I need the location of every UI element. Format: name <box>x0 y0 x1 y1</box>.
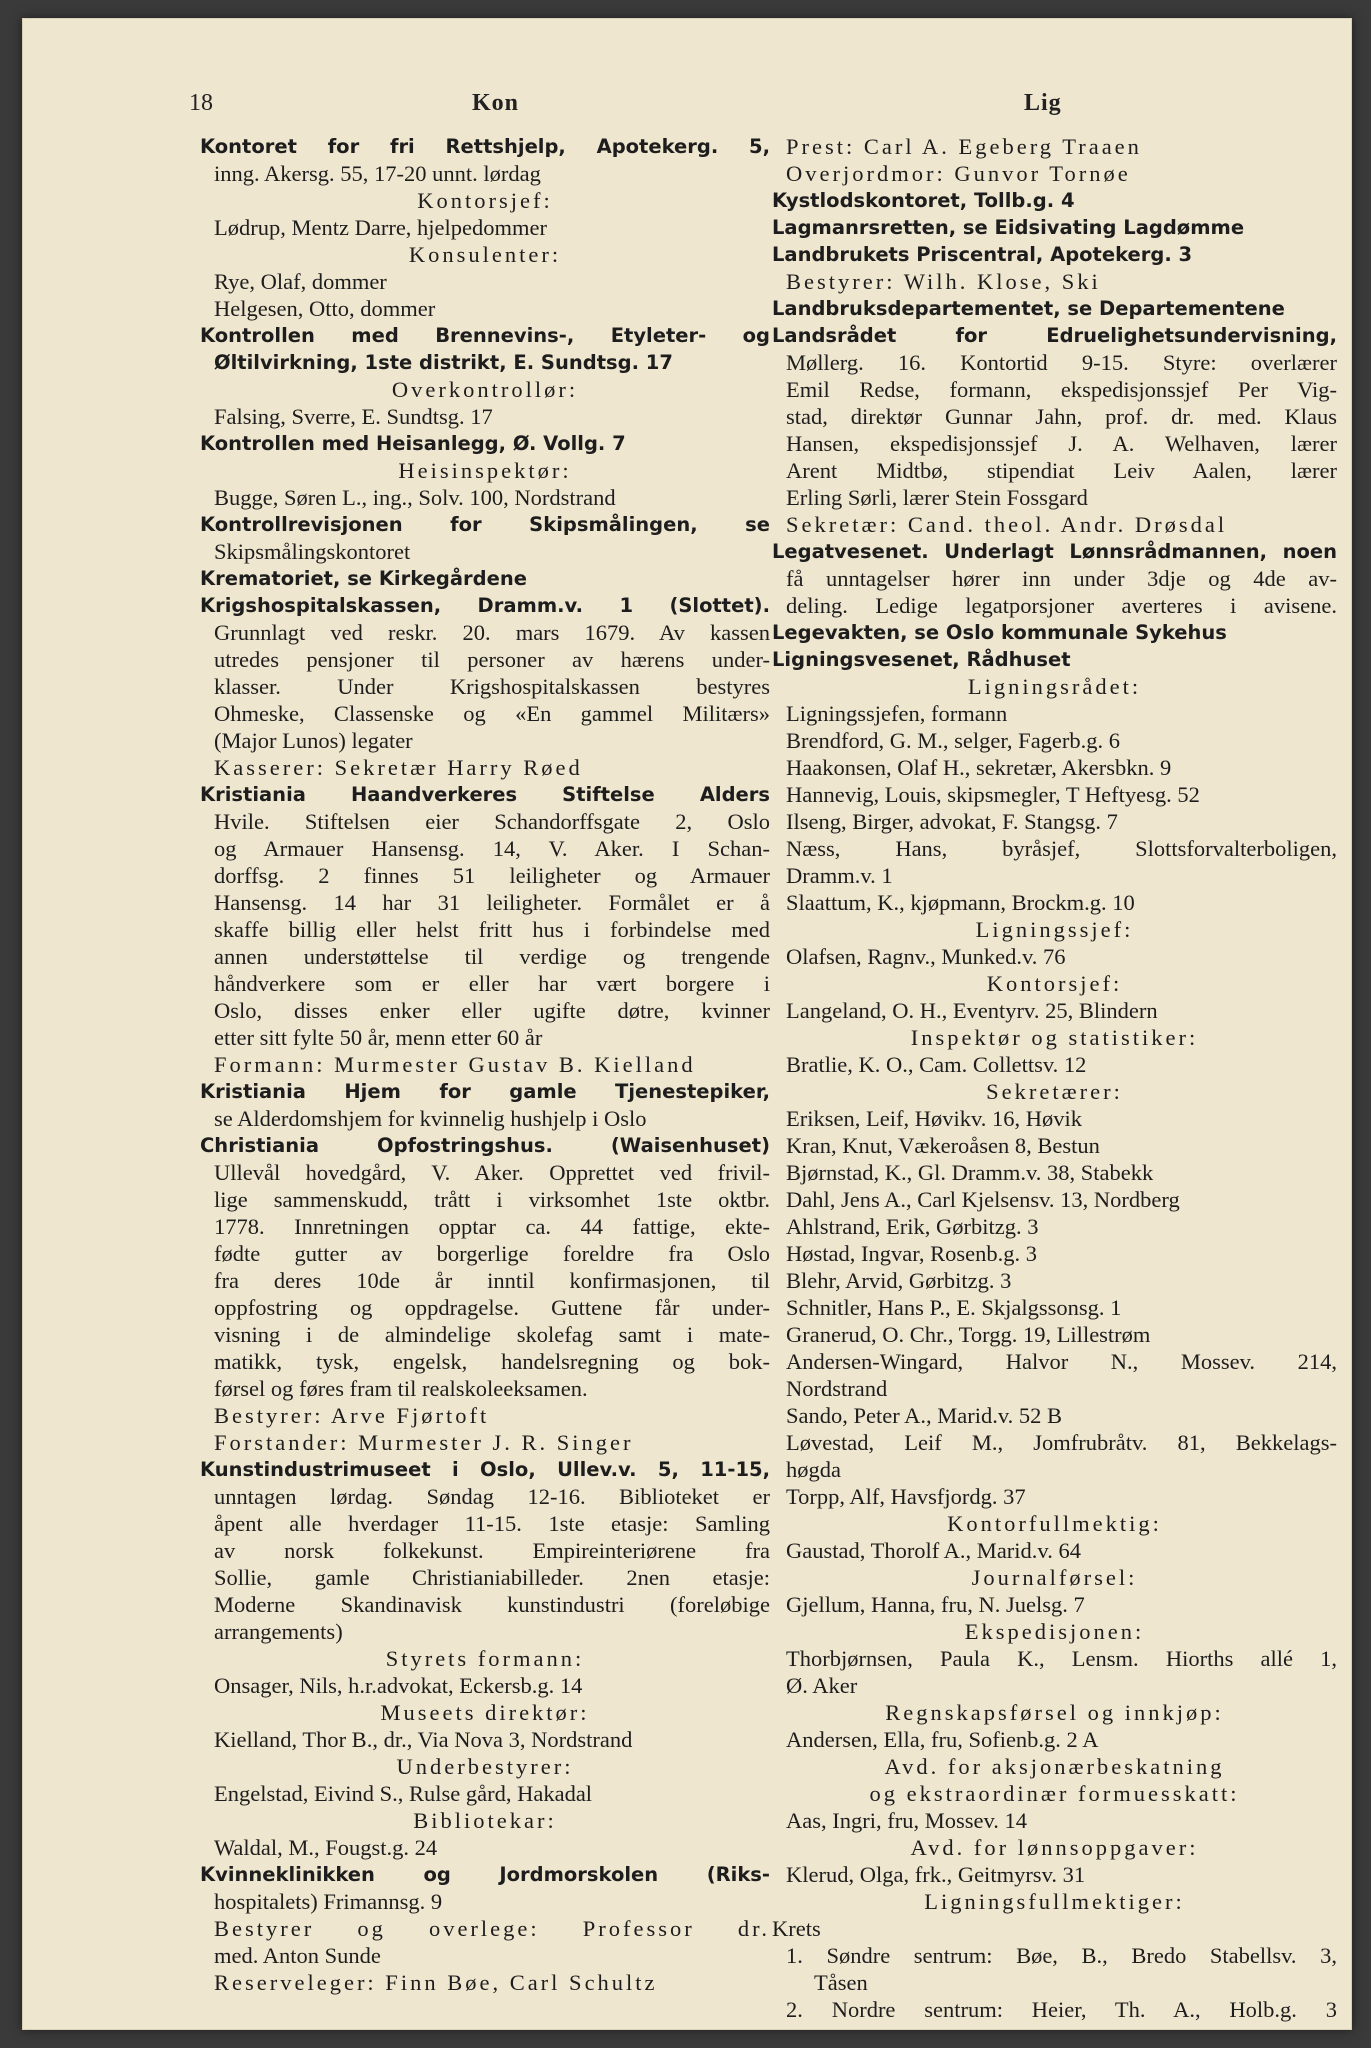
entry-heading-line: Kvinneklinikken og Jordmorskolen (Riks- <box>200 1863 770 1886</box>
entry-text-line: Onsager, Nils, h.r.advokat, Eckersb.g. 14 <box>214 1673 583 1698</box>
entry-text-line: stad, direktør Gunnar Jahn, prof. dr. med. Klaus <box>786 404 1337 429</box>
entry-text-line: Helgesen, Otto, dommer <box>214 296 436 321</box>
entry-text-line: Emil Redse, formann, ekspedisjonssjef Per Vig- <box>786 377 1337 402</box>
entry-text-line: Hvile. Stiftelsen eier Schandorffsgate 2, Oslo <box>214 809 770 834</box>
entry-text-line: Formann: Murmester Gustav B. Kielland <box>214 1052 696 1077</box>
entry-text-line: Skipsmålingskontoret <box>214 539 411 564</box>
section-subheading: Kontorsjef: <box>986 971 1123 996</box>
entry-text-line: Bestyrer: Arve Fjørtoft <box>214 1403 490 1428</box>
entry-text-line: Gjellum, Hanna, fru, N. Juelsg. 7 <box>786 1592 1085 1617</box>
entry-text-line: Ø. Aker <box>786 1673 858 1698</box>
entry-text-line: fra deres 10de år inntil konfirmasjonen, til <box>214 1268 770 1293</box>
entry-text-line: Arent Midtbø, stipendiat Leiv Aalen, lærer <box>786 458 1337 483</box>
entry-text-line: 1778. Innretningen opptar ca. 44 fattige, ekte- <box>214 1214 770 1239</box>
entry-text-line: Engelstad, Eivind S., Rulse gård, Hakadal <box>214 1781 593 1806</box>
section-subheading: Journalførsel: <box>971 1565 1138 1590</box>
entry-text-line: Dramm.v. 1 <box>786 863 893 888</box>
entry-text-line: Eriksen, Leif, Høvikv. 16, Høvik <box>786 1106 1082 1131</box>
section-subheading: Overkontrollør: <box>391 377 579 402</box>
entry-heading-line: Kontrollrevisjonen for Skipsmålingen, se <box>200 513 770 536</box>
entry-text-line: Olafsen, Ragnv., Munked.v. 76 <box>786 944 1066 969</box>
entry-text-line: Schnitler, Hans P., E. Skjalgssonsg. 1 <box>786 1295 1122 1320</box>
entry-text-line: Overjordmor: Gunvor Tornøe <box>786 161 1131 186</box>
entry-heading-line: Legatvesenet. Underlagt Lønnsrådmannen, noen <box>772 540 1337 563</box>
entry-text-line: Andersen-Wingard, Halvor N., Mossev. 214, <box>786 1349 1337 1374</box>
entry-text-line: og Armauer Hansensg. 14, V. Aker. I Schan- <box>214 836 770 861</box>
entry-heading-line: Kontrollen med Brennevins-, Etyleter- og <box>200 324 770 347</box>
entry-text-line: Kasserer: Sekretær Harry Røed <box>214 755 583 780</box>
entry-heading-line: Lagmanrsretten, se Eidsivating Lagdømme <box>772 216 1245 239</box>
entry-text-line: Oslo, disses enker eller ugifte døtre, kvinner <box>214 998 770 1023</box>
entry-heading-line: Øltilvirkning, 1ste distrikt, E. Sundtsg. 17 <box>214 351 673 374</box>
page-number: 18 <box>189 90 213 116</box>
entry-text-line: etter sitt fylte 50 år, menn etter 60 år <box>214 1025 543 1050</box>
section-subheading: Styrets formann: <box>385 1646 585 1671</box>
entry-text-line: 1. Søndre sentrum: Bøe, B., Bredo Stabellsv. 3, <box>786 1943 1337 1968</box>
entry-heading-line: Kontoret for fri Rettshjelp, Apotekerg. 5, <box>200 135 770 158</box>
entry-text-line: Kielland, Thor B., dr., Via Nova 3, Nordstrand <box>214 1727 633 1752</box>
section-subheading: Underbestyrer: <box>396 1754 574 1779</box>
entry-text-line: få unntagelser hører inn under 3dje og 4de av- <box>786 566 1337 591</box>
entry-text-line: håndverkere som er eller har vært borgere i <box>214 971 770 996</box>
entry-text-line: Moderne Skandinavisk kunstindustri (foreløbige <box>214 1592 770 1617</box>
entry-text-line: dorffsg. 2 finnes 51 leiligheter og Armauer <box>214 863 770 888</box>
entry-text-line: Løvestad, Leif M., Jomfrubråtv. 81, Bekkelags- <box>786 1430 1337 1455</box>
entry-text-line: Lødrup, Mentz Darre, hjelpedommer <box>214 215 548 240</box>
entry-text-line: skaffe billig eller helst fritt hus i forbindelse med <box>214 917 770 942</box>
section-subheading: Inspektør og statistiker: <box>910 1025 1199 1050</box>
entry-text-line: Haakonsen, Olaf H., sekretær, Akersbkn. 9 <box>786 755 1172 780</box>
entry-heading-line: Legevakten, se Oslo kommunale Sykehus <box>772 621 1227 644</box>
entry-text-line: se Alderdomshjem for kvinnelig hushjelp i Oslo <box>214 1106 647 1131</box>
entry-text-line: av norsk folkekunst. Empireinteriørene fra <box>214 1538 770 1563</box>
section-subheading: Kontorsjef: <box>417 188 553 213</box>
section-subheading: og ekstraordinær formuesskatt: <box>869 1781 1240 1806</box>
section-subheading: Sekretærer: <box>986 1079 1123 1104</box>
header-right-keyword: Lig <box>1024 90 1062 116</box>
entry-text-line: oppfostring og oppdragelse. Guttene får under- <box>214 1295 770 1320</box>
entry-text-line: Prest: Carl A. Egeberg Traaen <box>786 134 1142 159</box>
entry-text-line: Nordstrand <box>786 1376 888 1401</box>
section-subheading: Kontorfullmektig: <box>947 1511 1162 1536</box>
section-subheading: Ekspedisjonen: <box>964 1619 1145 1644</box>
entry-text-line: arrangements) <box>214 1619 343 1644</box>
entry-heading-line: Kunstindustrimuseet i Oslo, Ullev.v. 5, 11-15, <box>200 1458 770 1481</box>
entry-heading-line: Landbruksdepartementet, se Departementene <box>772 297 1285 320</box>
entry-heading-line: Christiania Opfostringshus. (Waisenhuset) <box>200 1134 770 1157</box>
header-left-keyword: Kon <box>472 90 520 116</box>
entry-text-line: Waldal, M., Fougst.g. 24 <box>214 1835 438 1860</box>
entry-text-line: 2. Nordre sentrum: Heier, Th. A., Holb.g. 3 <box>786 1997 1337 2022</box>
entry-text-line: Ohmeske, Classenske og «En gammel Militærs» <box>214 701 770 726</box>
entry-text-line: Erling Sørli, lærer Stein Fossgard <box>786 485 1088 510</box>
entry-text-line: hospitalets) Frimannsg. 9 <box>214 1889 443 1914</box>
entry-text-line: Forstander: Murmester J. R. Singer <box>214 1430 634 1455</box>
section-subheading: Avd. for aksjonærbeskatning <box>884 1754 1225 1779</box>
entry-text-line: Ligningssjefen, formann <box>786 701 1008 726</box>
entry-text-line: Bratlie, K. O., Cam. Collettsv. 12 <box>786 1052 1087 1077</box>
entry-text-line: Aas, Ingri, fru, Mossev. 14 <box>786 1808 1028 1833</box>
entry-text-line: (Major Lunos) legater <box>214 728 413 753</box>
entry-text-line: utredes pensjoner til personer av hærens under- <box>214 647 770 672</box>
entry-text-line: Falsing, Sverre, E. Sundtsg. 17 <box>214 404 493 429</box>
entry-text-line: unntagen lørdag. Søndag 12-16. Biblioteket er <box>214 1484 770 1509</box>
entry-text-line: Bestyrer: Wilh. Klose, Ski <box>786 269 1101 294</box>
entry-text-line: Sollie, gamle Christianiabilleder. 2nen etasje: <box>214 1565 770 1590</box>
entry-text-line: lige sammenskudd, trått i virksomhet 1ste oktbr. <box>214 1187 770 1212</box>
entry-text-line: Hansensg. 14 har 31 leiligheter. Formålet er å <box>214 890 770 915</box>
entry-heading-line: Krematoriet, se Kirkegårdene <box>200 567 527 590</box>
entry-text-line: Dahl, Jens A., Carl Kjelsensv. 13, Nordberg <box>786 1187 1180 1212</box>
entry-text-line: Møllerg. 16. Kontortid 9-15. Styre: overlærer <box>786 350 1337 375</box>
entry-text-line: Sekretær: Cand. theol. Andr. Drøsdal <box>786 512 1228 537</box>
entry-text-line: Bestyrer og overlege: Professor dr. <box>214 1916 770 1941</box>
entry-text-line: Ilseng, Birger, advokat, F. Stangsg. 7 <box>786 809 1118 834</box>
section-subheading: Heisinspektør: <box>398 458 572 483</box>
section-subheading: Konsulenter: <box>408 242 562 267</box>
entry-text-line: Tåsen <box>814 1970 868 1995</box>
entry-heading-line: Landsrådet for Edruelighetsundervisning, <box>772 324 1337 347</box>
entry-text-line: Klerud, Olga, frk., Geitmyrsv. 31 <box>786 1862 1086 1887</box>
entry-text-line: Rye, Olaf, dommer <box>214 269 387 294</box>
left-column <box>200 133 770 1996</box>
entry-text-line: åpent alle hverdager 11-15. 1ste etasje: Samling <box>214 1511 770 1536</box>
entry-text-line: Reserveleger: Finn Bøe, Carl Schultz <box>214 1970 658 1995</box>
entry-text-line: fødte gutter av borgerlige foreldre fra Oslo <box>214 1241 770 1266</box>
entry-text-line: Langeland, O. H., Eventyrv. 25, Blindern <box>786 998 1158 1023</box>
section-subheading: Ligningssjef: <box>975 917 1134 942</box>
entry-text-line: Ahlstrand, Erik, Gørbitzg. 3 <box>786 1214 1039 1239</box>
entry-heading-line: Landbrukets Priscentral, Apotekerg. 3 <box>772 243 1193 266</box>
entry-text-line: Hansen, ekspedisjonssjef J. A. Welhaven, lærer <box>786 431 1337 456</box>
entry-heading-line: Ligningsvesenet, Rådhuset <box>772 648 1071 671</box>
entry-text-line: matikk, tysk, engelsk, handelsregning og bok- <box>214 1349 770 1374</box>
entry-text-line: Gaustad, Thorolf A., Marid.v. 64 <box>786 1538 1081 1563</box>
entry-text-line: Ullevål hovedgård, V. Aker. Opprettet ved frivil- <box>214 1160 770 1185</box>
entry-heading-line: Krigshospitalskassen, Dramm.v. 1 (Slottet). <box>200 594 770 617</box>
entry-text-line: annen understøttelse til verdige og trengende <box>214 944 770 969</box>
entry-text-line: Andersen, Ella, fru, Sofienb.g. 2 A <box>786 1727 1099 1752</box>
entry-heading-line: Kristiania Hjem for gamle Tjenestepiker, <box>200 1080 770 1103</box>
entry-text-line: Krets <box>772 1916 821 1941</box>
entry-text-line: klasser. Under Krigshospitalskassen bestyres <box>214 674 770 699</box>
entry-text-line: Blehr, Arvid, Gørbitzg. 3 <box>786 1268 1012 1293</box>
entry-text-line: Næss, Hans, byråsjef, Slottsforvalterboligen, <box>786 836 1337 861</box>
entry-heading-line: Kystlodskontoret, Tollb.g. 4 <box>772 189 1075 212</box>
entry-text-line: Bjørnstad, K., Gl. Dramm.v. 38, Stabekk <box>786 1160 1154 1185</box>
entry-text-line: med. Anton Sunde <box>214 1943 381 1968</box>
section-subheading: Museets direktør: <box>380 1700 590 1725</box>
entry-text-line: Høstad, Ingvar, Rosenb.g. 3 <box>786 1241 1037 1266</box>
entry-text-line: inng. Akersg. 55, 17-20 unnt. lørdag <box>214 161 541 186</box>
entry-text-line: Torpp, Alf, Havsfjordg. 37 <box>786 1484 1026 1509</box>
entry-text-line: deling. Ledige legatporsjoner averteres i avisene. <box>786 593 1337 618</box>
entry-text-line: visning i de almindelige skolefag samt i mate- <box>214 1322 770 1347</box>
entry-text-line: Grunnlagt ved reskr. 20. mars 1679. Av kassen <box>214 620 770 645</box>
section-subheading: Regnskapsførsel og innkjøp: <box>885 1700 1224 1725</box>
entry-heading-line: Kristiania Haandverkeres Stiftelse Alders <box>200 783 770 806</box>
entry-text-line: Sando, Peter A., Marid.v. 52 B <box>786 1403 1063 1428</box>
entry-text-line: Thorbjørnsen, Paula K., Lensm. Hiorths allé 1, <box>786 1646 1337 1671</box>
entry-text-line: Bugge, Søren L., ing., Solv. 100, Nordstrand <box>214 485 616 510</box>
section-subheading: Ligningsrådet: <box>967 674 1142 699</box>
entry-heading-line: Kontrollen med Heisanlegg, Ø. Vollg. 7 <box>200 432 626 455</box>
entry-text-line: førsel og føres fram til realskoleeksamen. <box>214 1376 588 1401</box>
section-subheading: Avd. for lønnsoppgaver: <box>910 1835 1199 1860</box>
entry-text-line: Hannevig, Louis, skipsmegler, T Heftyesg. 52 <box>786 782 1200 807</box>
entry-text-line: Kran, Knut, Vækeroåsen 8, Bestun <box>786 1133 1100 1158</box>
entry-text-line: Granerud, O. Chr., Torgg. 19, Lillestrøm <box>786 1322 1151 1347</box>
section-subheading: Bibliotekar: <box>413 1808 557 1833</box>
right-column <box>772 133 1337 2023</box>
section-subheading: Ligningsfullmektiger: <box>924 1889 1185 1914</box>
page-header <box>189 90 1334 124</box>
entry-text-line: Slaattum, K., kjøpmann, Brockm.g. 10 <box>786 890 1135 915</box>
entry-text-line: Brendford, G. M., selger, Fagerb.g. 6 <box>786 728 1121 753</box>
entry-text-line: høgda <box>786 1457 841 1482</box>
